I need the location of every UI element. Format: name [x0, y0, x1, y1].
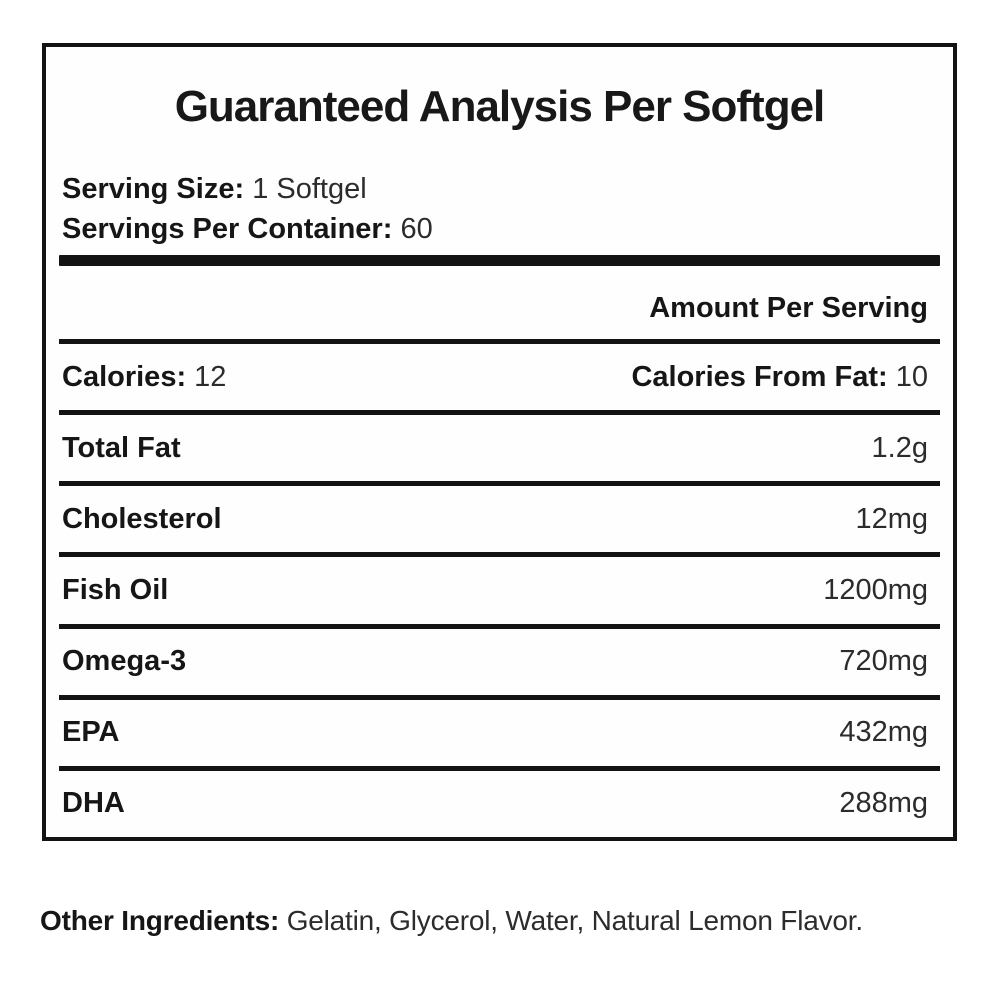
calories-from-fat-label: Calories From Fat: — [631, 360, 888, 393]
table-row — [59, 695, 940, 766]
thick-divider — [59, 255, 940, 266]
nutrient-name: EPA — [62, 716, 120, 749]
nutrient-name: DHA — [62, 787, 125, 820]
table-row — [59, 481, 940, 552]
servings-per-container-label: Servings Per Container: — [62, 213, 393, 245]
calories-label: Calories: — [62, 360, 187, 393]
calories-from-fat-cell — [631, 361, 928, 394]
servings-per-container-line — [62, 209, 940, 249]
nutrient-amount: 288mg — [839, 787, 928, 820]
other-ingredients-value: Gelatin, Glycerol, Water, Natural Lemon Flavor. — [286, 905, 863, 936]
table-row — [59, 410, 940, 481]
nutrient-name: Cholesterol — [62, 502, 222, 535]
serving-size-line — [62, 169, 940, 209]
calories-from-fat-value: 10 — [895, 360, 928, 393]
table-row — [59, 766, 940, 837]
nutrient-name: Fish Oil — [62, 573, 169, 606]
nutrient-amount: 1.2g — [871, 431, 928, 464]
nutrient-amount: 1200mg — [823, 573, 928, 606]
panel-title: Guaranteed Analysis Per Softgel — [174, 82, 825, 131]
calories-cell — [62, 361, 226, 394]
other-ingredients-label: Other Ingredients: — [40, 905, 280, 936]
nutrient-amount: 432mg — [839, 716, 928, 749]
serving-info — [59, 169, 940, 249]
nutrient-name: Total Fat — [62, 431, 181, 464]
serving-size-label: Serving Size: — [62, 173, 245, 205]
table-row — [59, 552, 940, 623]
calories-value: 12 — [194, 360, 227, 393]
nutrient-amount: 720mg — [839, 645, 928, 678]
other-ingredients-line — [40, 903, 960, 939]
nutrient-name: Omega-3 — [62, 645, 187, 678]
calories-row — [59, 344, 940, 410]
serving-size-value: 1 Softgel — [252, 173, 367, 205]
nutrient-amount: 12mg — [855, 502, 928, 535]
servings-per-container-value: 60 — [400, 213, 433, 245]
table-row — [59, 624, 940, 695]
guaranteed-analysis-panel — [42, 43, 957, 841]
amount-per-serving-header: Amount Per Serving — [59, 266, 940, 344]
